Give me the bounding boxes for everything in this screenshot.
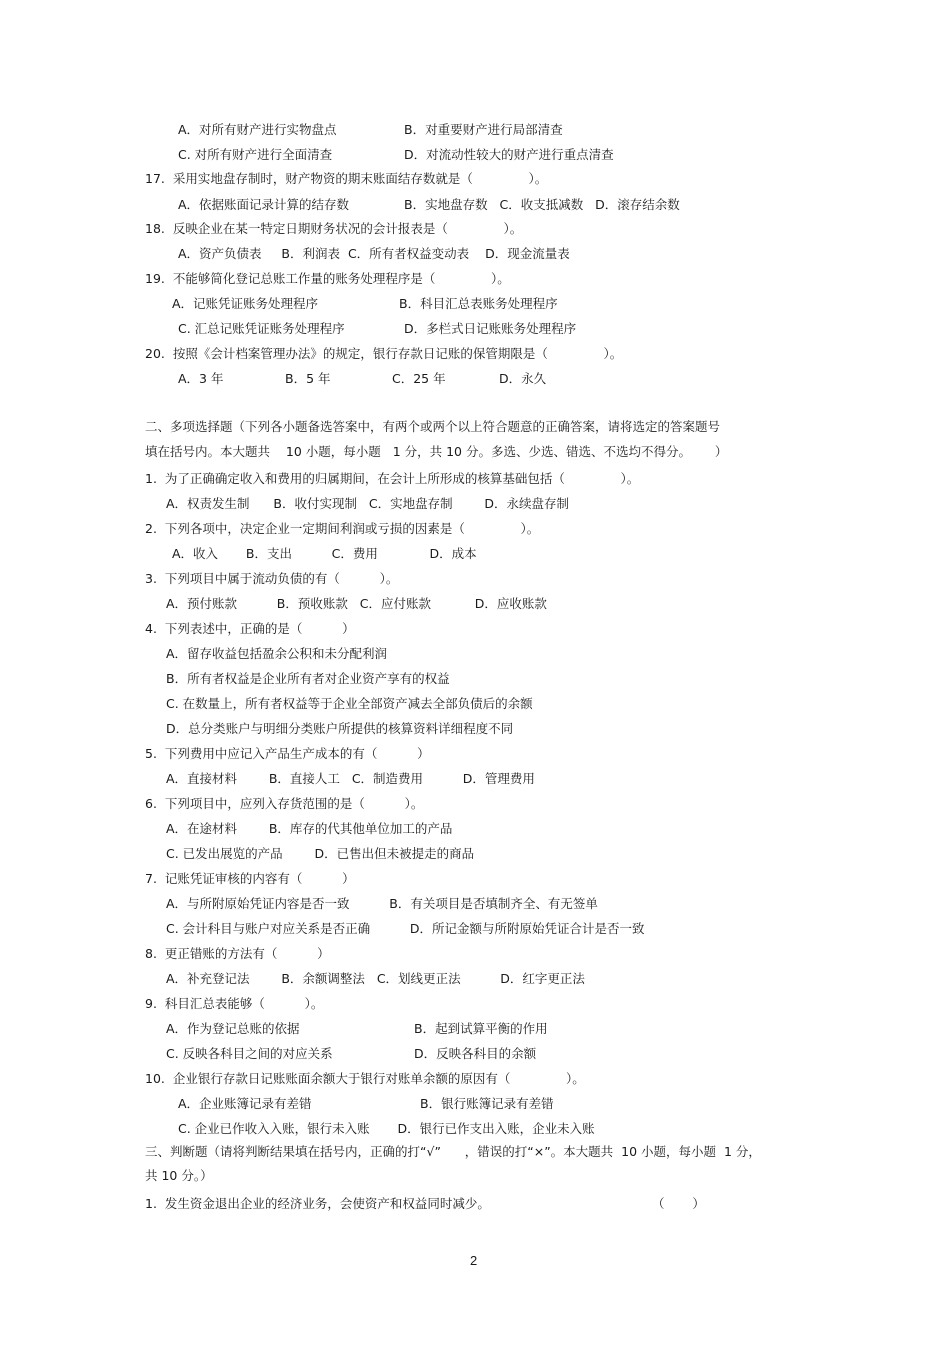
text-line: 共 10 分。） bbox=[145, 1168, 213, 1183]
text-line: D．总分类账户与明细分类账户所提供的核算资料详细程度不同 bbox=[166, 721, 514, 736]
text-line: A．与所附原始凭证内容是否一致 B．有关项目是否填制齐全、有无签单 bbox=[166, 896, 598, 911]
text-line: C. 企业已作收入入账，银行未入账 D．银行已作支出入账，企业未入账 bbox=[178, 1121, 595, 1136]
text-line: B．所有者权益是企业所有者对企业资产享有的权益 bbox=[166, 671, 450, 686]
text-line: 8. 更正错账的方法有（ ） bbox=[145, 946, 330, 961]
text-line: 6. 下列项目中，应列入存货范围的是（ ）。 bbox=[145, 796, 424, 811]
text-line: 填在括号内。本大题共 10 小题，每小题 1 分，共 10 分。多选、少选、错选、不选均不得分。 ） bbox=[145, 444, 728, 459]
text-line: A．权责发生制 B．收付实现制 C．实地盘存制 D．永续盘存制 bbox=[166, 496, 570, 511]
text-line: A．收入 B．支出 C．费用 D．成本 bbox=[172, 546, 477, 561]
text-line: B．银行账簿记录有差错 bbox=[420, 1096, 554, 1111]
text-line: B．对重要财产进行局部清查 bbox=[404, 122, 563, 137]
text-line: B．起到试算平衡的作用 bbox=[414, 1021, 548, 1036]
text-line: A．预付账款 B．预收账款 C．应付账款 D．应收账款 bbox=[166, 596, 547, 611]
page-number: 2 bbox=[470, 1253, 478, 1268]
text-line: B．实地盘存数 C．收支抵减数 D．滚存结余数 bbox=[404, 197, 680, 212]
text-line: 18. 反映企业在某一特定日期财务状况的会计报表是（ ）。 bbox=[145, 221, 523, 236]
text-line: A．在途材料 B．库存的代其他单位加工的产品 bbox=[166, 821, 453, 836]
text-line: B．科目汇总表账务处理程序 bbox=[399, 296, 558, 311]
text-line: 1. 为了正确确定收入和费用的归属期间，在会计上所形成的核算基础包括（ ）。 bbox=[145, 471, 640, 486]
text-line: A．资产负债表 B．利润表 C．所有者权益变动表 D．现金流量表 bbox=[178, 246, 570, 261]
text-line: 3. 下列项目中属于流动负债的有（ ）。 bbox=[145, 571, 399, 586]
text-line: 4. 下列表述中，正确的是（ ） bbox=[145, 621, 355, 636]
text-line: A．补充登记法 B．余额调整法 C．划线更正法 D．红字更正法 bbox=[166, 971, 585, 986]
text-line: D．对流动性较大的财产进行重点清查 bbox=[404, 147, 614, 162]
text-line: （ ） bbox=[652, 1196, 705, 1211]
text-line: A．对所有财产进行实物盘点 bbox=[178, 122, 337, 137]
text-line: A．作为登记总账的依据 bbox=[166, 1021, 300, 1036]
text-line: 三、判断题（请将判断结果填在括号内，正确的打“√” ，错误的打“×”。本大题共 10 小题，每小题 1 分， bbox=[145, 1144, 761, 1159]
text-line: D．永久 bbox=[499, 371, 547, 386]
text-line: 5. 下列费用中应记入产品生产成本的有（ ） bbox=[145, 746, 430, 761]
text-line: C. 会计科目与账户对应关系是否正确 D．所记金额与所附原始凭证合计是否一致 bbox=[166, 921, 645, 936]
text-line: D．反映各科目的余额 bbox=[414, 1046, 537, 1061]
text-line: A．企业账簿记录有差错 bbox=[178, 1096, 312, 1111]
text-line: 2. 下列各项中，决定企业一定期间利润或亏损的因素是（ ）。 bbox=[145, 521, 540, 536]
text-line: 19. 不能够简化登记总账工作量的账务处理程序是（ ）。 bbox=[145, 271, 510, 286]
text-line: 9. 科目汇总表能够（ ）。 bbox=[145, 996, 324, 1011]
text-line: A．依据账面记录计算的结存数 bbox=[178, 197, 350, 212]
text-line: 1. 发生资金退出企业的经济业务，会使资产和权益同时减少。 bbox=[145, 1196, 490, 1211]
text-line: A．直接材料 B．直接人工 C．制造费用 D．管理费用 bbox=[166, 771, 535, 786]
text-line: 10. 企业银行存款日记账账面余额大于银行对账单余额的原因有（ ）。 bbox=[145, 1071, 585, 1086]
text-line: 7. 记账凭证审核的内容有（ ） bbox=[145, 871, 355, 886]
text-line: 20. 按照《会计档案管理办法》的规定，银行存款日记账的保管期限是（ ）。 bbox=[145, 346, 623, 361]
text-line: 二、多项选择题（下列各小题备选答案中，有两个或两个以上符合题意的正确答案，请将选定的答案题号 bbox=[145, 419, 721, 434]
text-line: C. 对所有财产进行全面清查 bbox=[178, 147, 333, 162]
text-line: C．25 年 bbox=[392, 371, 446, 386]
text-line: C. 在数量上，所有者权益等于企业全部资产减去全部负债后的余额 bbox=[166, 696, 533, 711]
text-line: C. 已发出展览的产品 D．已售出但未被提走的商品 bbox=[166, 846, 475, 861]
text-line: A．留存收益包括盈余公积和未分配利润 bbox=[166, 646, 388, 661]
text-line: A．记账凭证账务处理程序 bbox=[172, 296, 319, 311]
text-line: B．5 年 bbox=[285, 371, 331, 386]
text-line: 17. 采用实地盘存制时，财产物资的期末账面结存数就是（ ）。 bbox=[145, 171, 548, 186]
text-line: C. 汇总记账凭证账务处理程序 bbox=[178, 321, 345, 336]
text-line: C. 反映各科目之间的对应关系 bbox=[166, 1046, 333, 1061]
text-line: A．3 年 bbox=[178, 371, 224, 386]
text-line: D．多栏式日记账账务处理程序 bbox=[404, 321, 577, 336]
